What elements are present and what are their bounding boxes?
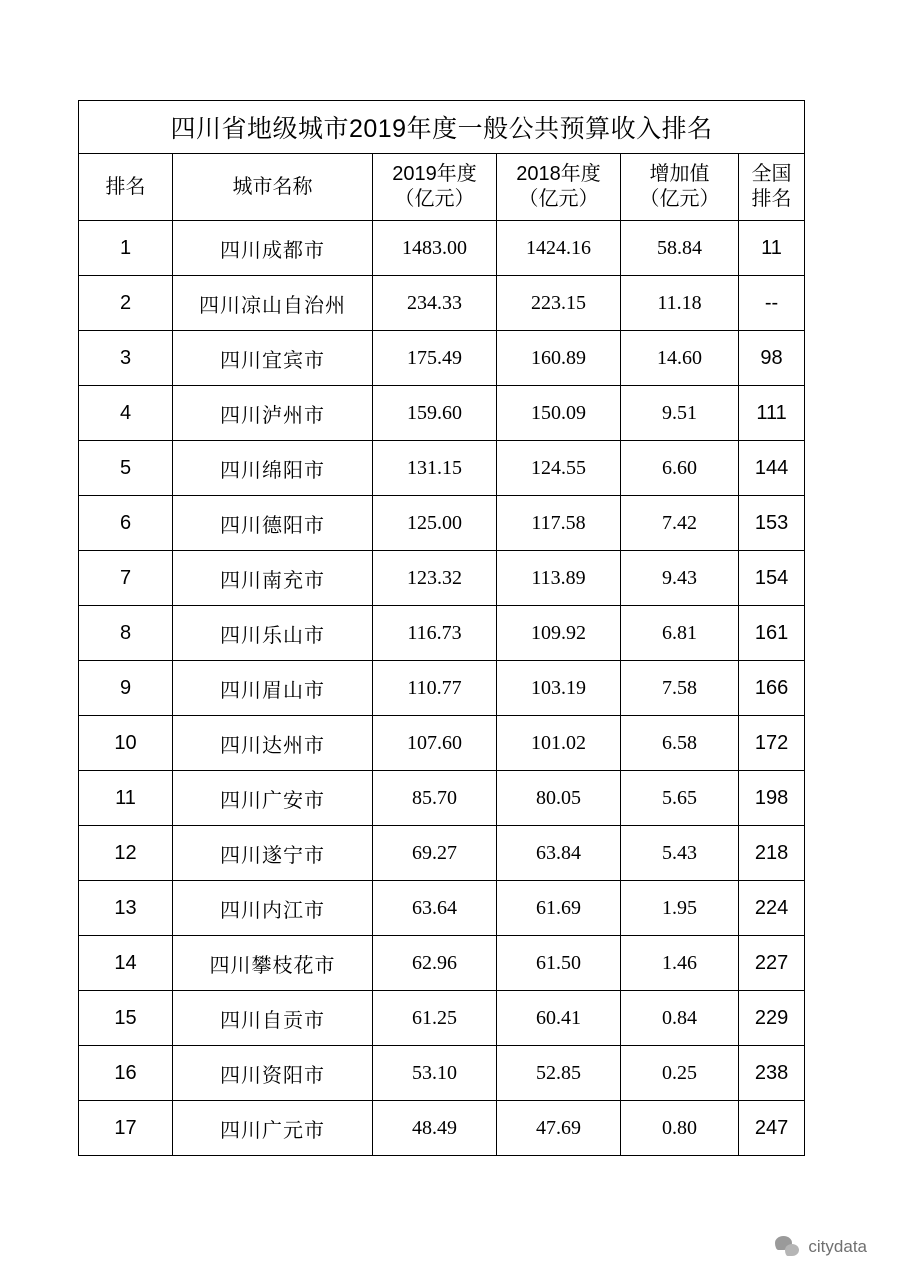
cell-y2018: 61.69 <box>497 881 621 936</box>
wechat-icon <box>775 1236 801 1258</box>
cell-delta: 14.60 <box>621 331 739 386</box>
table-row <box>79 276 805 331</box>
cell-city: 四川攀枝花市 <box>173 936 373 991</box>
cell-city: 四川内江市 <box>173 881 373 936</box>
cell-delta: 6.81 <box>621 606 739 661</box>
table-row <box>79 1101 805 1156</box>
cell-y2019: 1483.00 <box>373 221 497 276</box>
cell-y2018: 150.09 <box>497 386 621 441</box>
cell-delta: 6.60 <box>621 441 739 496</box>
column-header-delta <box>621 154 739 221</box>
cell-y2018: 101.02 <box>497 716 621 771</box>
column-header-line1: 增加值 <box>649 163 710 185</box>
cell-rank: 1 <box>79 221 173 276</box>
ranking-table <box>78 100 805 1156</box>
cell-rank: 2 <box>79 276 173 331</box>
table-row <box>79 551 805 606</box>
table-row <box>79 386 805 441</box>
cell-city: 四川广安市 <box>173 771 373 826</box>
cell-rank: 12 <box>79 826 173 881</box>
cell-y2018: 113.89 <box>497 551 621 606</box>
cell-y2019: 62.96 <box>373 936 497 991</box>
cell-delta: 7.42 <box>621 496 739 551</box>
cell-delta: 0.80 <box>621 1101 739 1156</box>
cell-natrank: 218 <box>739 826 805 881</box>
cell-natrank: 11 <box>739 221 805 276</box>
cell-natrank: 229 <box>739 991 805 1046</box>
cell-rank: 5 <box>79 441 173 496</box>
cell-city: 四川德阳市 <box>173 496 373 551</box>
cell-rank: 3 <box>79 331 173 386</box>
cell-y2018: 47.69 <box>497 1101 621 1156</box>
cell-y2019: 85.70 <box>373 771 497 826</box>
cell-city: 四川南充市 <box>173 551 373 606</box>
table-column-header-row <box>79 154 805 221</box>
ranking-table-container <box>78 100 804 1156</box>
cell-city: 四川眉山市 <box>173 661 373 716</box>
cell-natrank: 198 <box>739 771 805 826</box>
table-row <box>79 716 805 771</box>
table-row <box>79 881 805 936</box>
column-header-rank <box>79 154 173 221</box>
cell-y2019: 63.64 <box>373 881 497 936</box>
cell-delta: 1.46 <box>621 936 739 991</box>
cell-delta: 7.58 <box>621 661 739 716</box>
cell-y2019: 131.15 <box>373 441 497 496</box>
cell-y2019: 110.77 <box>373 661 497 716</box>
table-row <box>79 661 805 716</box>
cell-rank: 10 <box>79 716 173 771</box>
column-header-line2: （亿元） <box>639 188 720 210</box>
cell-y2018: 223.15 <box>497 276 621 331</box>
cell-natrank: -- <box>739 276 805 331</box>
cell-natrank: 238 <box>739 1046 805 1101</box>
table-row <box>79 936 805 991</box>
table-row <box>79 496 805 551</box>
cell-delta: 5.43 <box>621 826 739 881</box>
cell-y2019: 123.32 <box>373 551 497 606</box>
column-header-natrank <box>739 154 805 221</box>
cell-y2019: 69.27 <box>373 826 497 881</box>
cell-natrank: 247 <box>739 1101 805 1156</box>
page-title: 四川省地级城市2019年度一般公共预算收入排名 <box>79 101 805 154</box>
column-header-line1: 全国 <box>751 163 792 185</box>
cell-rank: 9 <box>79 661 173 716</box>
column-header-line2: （亿元） <box>518 188 599 210</box>
cell-natrank: 154 <box>739 551 805 606</box>
table-row <box>79 771 805 826</box>
cell-y2018: 1424.16 <box>497 221 621 276</box>
column-header-line2: 排名 <box>751 188 792 210</box>
cell-y2018: 160.89 <box>497 331 621 386</box>
table-row <box>79 606 805 661</box>
footer-logo-label: citydata <box>808 1237 867 1256</box>
cell-city: 四川达州市 <box>173 716 373 771</box>
cell-natrank: 166 <box>739 661 805 716</box>
cell-city: 四川泸州市 <box>173 386 373 441</box>
cell-city: 四川绵阳市 <box>173 441 373 496</box>
cell-y2019: 159.60 <box>373 386 497 441</box>
cell-natrank: 172 <box>739 716 805 771</box>
cell-y2019: 234.33 <box>373 276 497 331</box>
table-title-row <box>79 101 805 154</box>
table-row <box>79 441 805 496</box>
table-row <box>79 991 805 1046</box>
cell-city: 四川广元市 <box>173 1101 373 1156</box>
cell-delta: 9.51 <box>621 386 739 441</box>
column-header-line1: 2019年度 <box>392 163 477 185</box>
cell-delta: 6.58 <box>621 716 739 771</box>
footer-logo <box>775 1236 867 1258</box>
cell-y2018: 103.19 <box>497 661 621 716</box>
cell-delta: 0.84 <box>621 991 739 1046</box>
column-header-y2019 <box>373 154 497 221</box>
cell-rank: 11 <box>79 771 173 826</box>
cell-rank: 14 <box>79 936 173 991</box>
cell-y2018: 60.41 <box>497 991 621 1046</box>
column-header-line1: 排名 <box>105 175 146 198</box>
cell-y2018: 63.84 <box>497 826 621 881</box>
column-header-city <box>173 154 373 221</box>
cell-city: 四川宜宾市 <box>173 331 373 386</box>
cell-rank: 4 <box>79 386 173 441</box>
cell-city: 四川凉山自治州 <box>173 276 373 331</box>
cell-y2018: 109.92 <box>497 606 621 661</box>
cell-y2019: 53.10 <box>373 1046 497 1101</box>
cell-y2018: 80.05 <box>497 771 621 826</box>
table-row <box>79 221 805 276</box>
cell-y2018: 52.85 <box>497 1046 621 1101</box>
cell-city: 四川乐山市 <box>173 606 373 661</box>
cell-delta: 1.95 <box>621 881 739 936</box>
cell-rank: 16 <box>79 1046 173 1101</box>
cell-city: 四川资阳市 <box>173 1046 373 1101</box>
table-body <box>79 221 805 1156</box>
cell-y2018: 124.55 <box>497 441 621 496</box>
cell-y2019: 175.49 <box>373 331 497 386</box>
cell-rank: 6 <box>79 496 173 551</box>
cell-rank: 15 <box>79 991 173 1046</box>
cell-rank: 13 <box>79 881 173 936</box>
cell-rank: 17 <box>79 1101 173 1156</box>
table-row <box>79 826 805 881</box>
cell-natrank: 98 <box>739 331 805 386</box>
cell-city: 四川成都市 <box>173 221 373 276</box>
cell-y2018: 117.58 <box>497 496 621 551</box>
cell-rank: 7 <box>79 551 173 606</box>
cell-y2019: 61.25 <box>373 991 497 1046</box>
cell-rank: 8 <box>79 606 173 661</box>
column-header-line2: （亿元） <box>394 188 475 210</box>
cell-natrank: 153 <box>739 496 805 551</box>
table-row <box>79 331 805 386</box>
cell-y2019: 116.73 <box>373 606 497 661</box>
column-header-line1: 2018年度 <box>516 163 601 185</box>
column-header-y2018 <box>497 154 621 221</box>
column-header-line1: 城市名称 <box>232 175 313 198</box>
cell-y2019: 125.00 <box>373 496 497 551</box>
cell-natrank: 224 <box>739 881 805 936</box>
cell-delta: 9.43 <box>621 551 739 606</box>
cell-delta: 58.84 <box>621 221 739 276</box>
cell-natrank: 227 <box>739 936 805 991</box>
cell-y2018: 61.50 <box>497 936 621 991</box>
cell-city: 四川自贡市 <box>173 991 373 1046</box>
cell-natrank: 161 <box>739 606 805 661</box>
cell-delta: 5.65 <box>621 771 739 826</box>
cell-natrank: 144 <box>739 441 805 496</box>
cell-natrank: 111 <box>739 386 805 441</box>
cell-delta: 0.25 <box>621 1046 739 1101</box>
cell-city: 四川遂宁市 <box>173 826 373 881</box>
cell-delta: 11.18 <box>621 276 739 331</box>
cell-y2019: 48.49 <box>373 1101 497 1156</box>
cell-y2019: 107.60 <box>373 716 497 771</box>
table-row <box>79 1046 805 1101</box>
table-header <box>79 101 805 221</box>
